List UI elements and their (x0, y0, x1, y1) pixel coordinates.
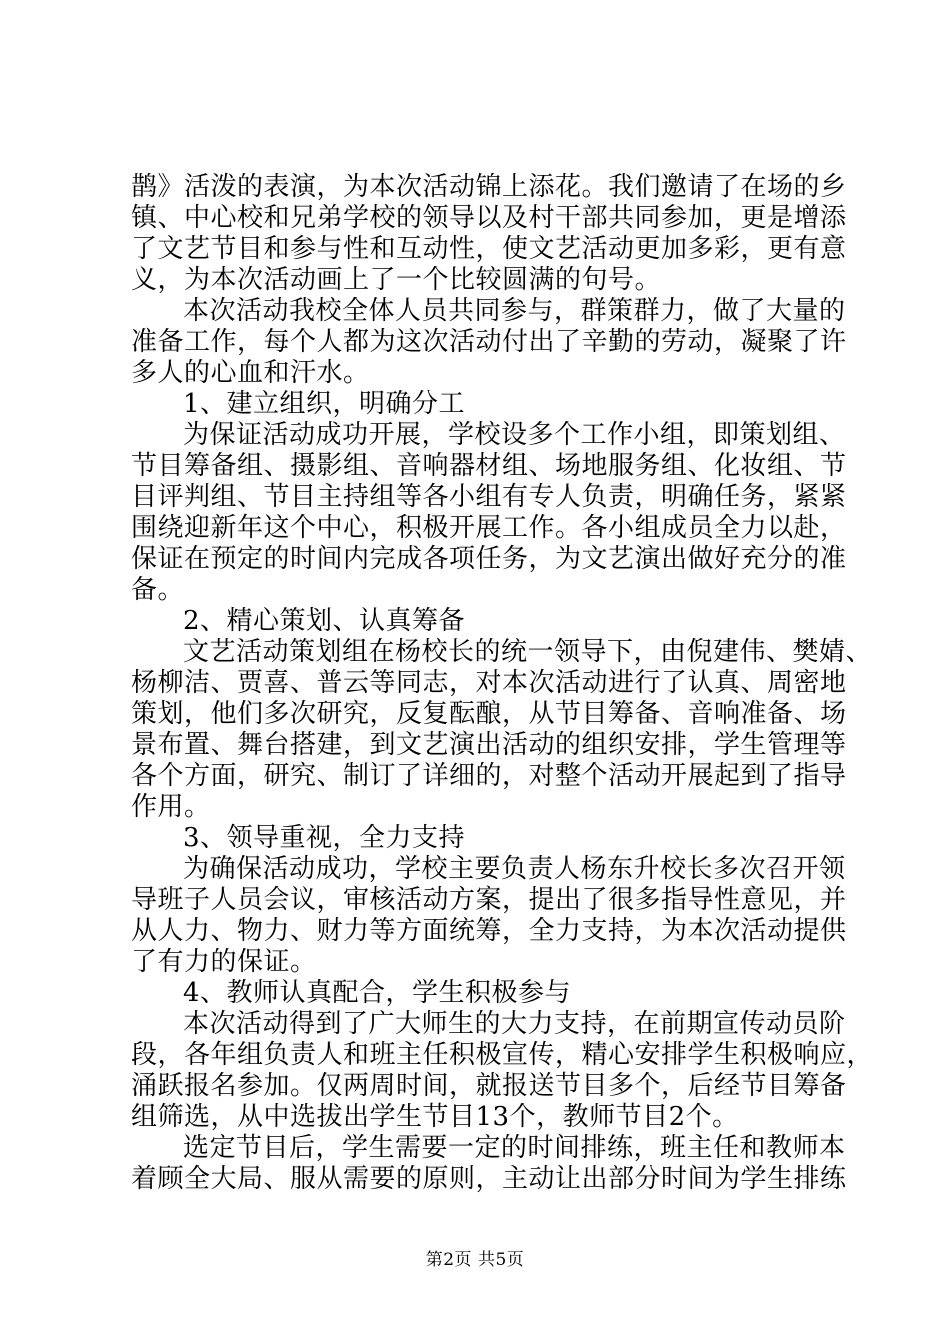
text-line: 为确保活动成功，学校主要负责人杨东升校长多次召开领 (183, 854, 846, 884)
document-body (131, 172, 874, 1195)
text-line: 着顾全大局、服从需要的原则，主动让出部分时间为学生排练 (131, 1164, 847, 1194)
text-line: 段，各年组负责人和班主任积极宣传，精心安排学生积极响应， (131, 1040, 874, 1070)
text-line: 节目筹备组、摄影组、音响器材组、场地服务组、化妆组、节 (131, 451, 847, 481)
text-line: 义，为本次活动画上了一个比较圆满的句号。 (131, 265, 662, 295)
text-line: 了文艺节目和参与性和互动性，使文艺活动更加多彩，更有意 (131, 234, 847, 264)
text-line: 涌跃报名参加。仅两周时间，就报送节目多个，后经节目筹备 (131, 1071, 847, 1101)
text-line: 了有力的保证。 (131, 947, 317, 977)
text-line: 准备工作，每个人都为这次活动付出了辛勤的劳动，凝聚了许 (131, 327, 847, 357)
text-line: 4、教师认真配合，学生积极参与 (183, 978, 572, 1008)
text-line: 本次活动得到了广大师生的大力支持，在前期宣传动员阶 (183, 1009, 846, 1039)
text-line: 本次活动我校全体人员共同参与，群策群力，做了大量的 (183, 296, 846, 326)
text-line: 从人力、物力、财力等方面统筹，全力支持，为本次活动提供 (131, 916, 847, 946)
text-line: 导班子人员会议，审核活动方案，提出了很多指导性意见，并 (131, 885, 847, 915)
text-line: 选定节目后，学生需要一定的时间排练，班主任和教师本 (183, 1133, 846, 1163)
text-line: 1、建立组织，明确分工 (183, 389, 466, 419)
text-line: 各个方面，研究、制订了详细的，对整个活动开展起到了指导 (131, 761, 847, 791)
text-line: 多人的心血和汗水。 (131, 358, 370, 388)
text-line: 2、精心策划、认真筹备 (183, 606, 466, 636)
text-line: 保证在预定的时间内完成各项任务，为文艺演出做好充分的准 (131, 544, 847, 574)
text-line: 备。 (131, 575, 185, 605)
text-line: 为保证活动成功开展，学校设多个工作小组，即策划组、 (183, 420, 846, 450)
text-line: 目评判组、节目主持组等各小组有专人负责，明确任务，紧紧 (131, 482, 847, 512)
text-line: 策划，他们多次研究，反复酝酿，从节目筹备、音响准备、场 (131, 699, 847, 729)
text-line: 3、领导重视，全力支持 (183, 823, 466, 853)
text-line: 杨柳洁、贾喜、普云等同志，对本次活动进行了认真、周密地 (131, 668, 847, 698)
text-line: 文艺活动策划组在杨校长的统一领导下，由倪建伟、樊婧、 (183, 637, 873, 667)
text-line: 作用。 (131, 792, 211, 822)
text-line: 景布置、舞台搭建，到文艺演出活动的组织安排，学生管理等 (131, 730, 847, 760)
text-line: 镇、中心校和兄弟学校的领导以及村干部共同参加，更是增添 (131, 203, 847, 233)
text-line: 鹊》活泼的表演，为本次活动锦上添花。我们邀请了在场的乡 (131, 172, 847, 202)
text-line: 围绕迎新年这个中心，积极开展工作。各小组成员全力以赴， (131, 513, 847, 543)
page-footer: 第2页 共5页 (425, 1250, 525, 1270)
text-line: 组筛选，从中选拔出学生节目13个，教师节目2个。 (131, 1102, 739, 1132)
